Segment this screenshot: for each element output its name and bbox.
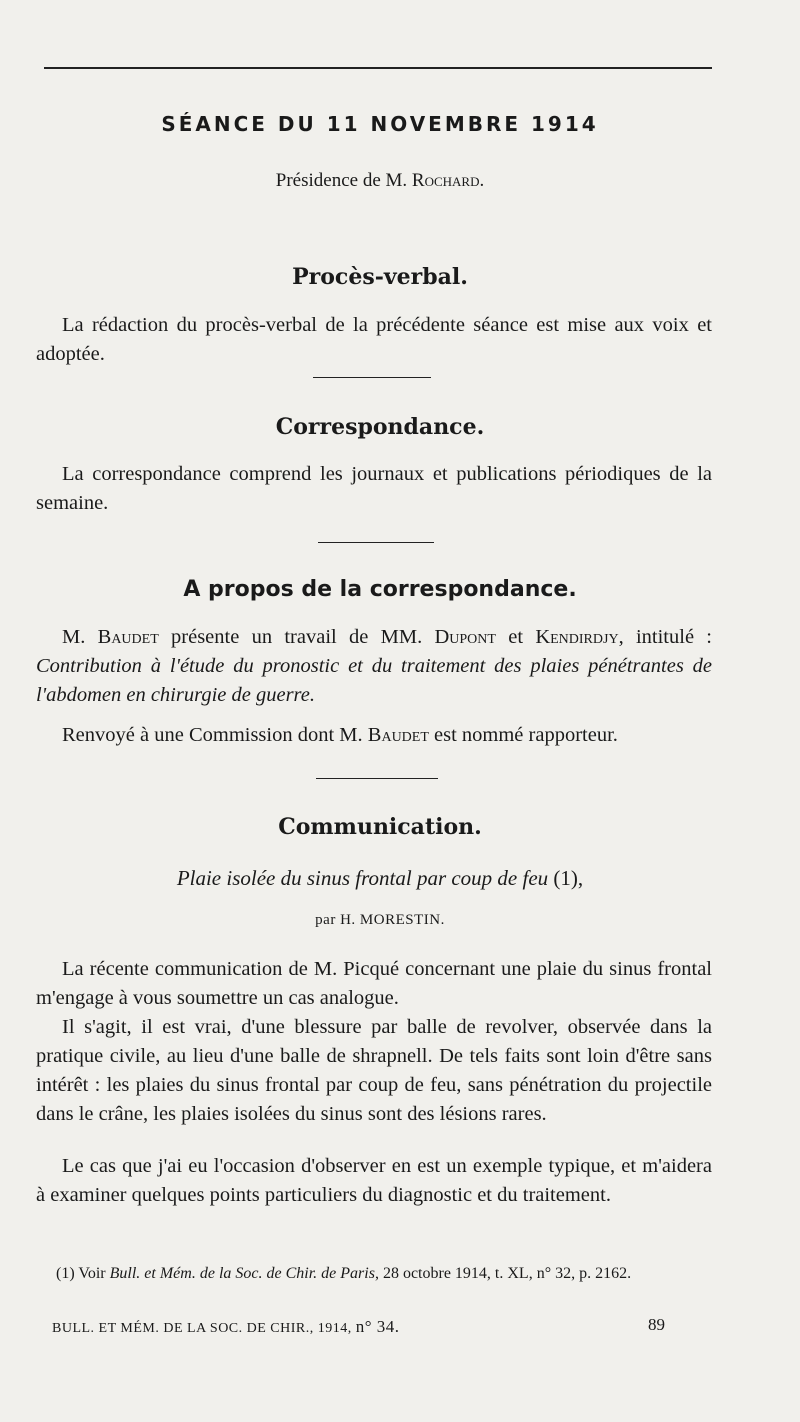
correspondance-text: La correspondance comprend les journaux et publications périodiques de la semaine. bbox=[36, 463, 712, 514]
heading-apropos: A propos de la correspondance. bbox=[183, 577, 577, 602]
apropos-paragraph-2: Renvoyé à une Commission dont M. Baudet est nommé rapporteur. bbox=[62, 724, 618, 746]
heading-correspondance: Correspondance. bbox=[275, 414, 485, 440]
communication-paragraph-3: Le cas que j'ai eu l'occasion d'observer en est un exemple typique, et m'aidera à examiner quelques points particuliers du diagnostic et du traitement. bbox=[36, 1155, 712, 1206]
footnote: (1) Voir Bull. et Mém. de la Soc. de Chir. de Paris, 28 octobre 1914, t. XL, n° 32, p. 2162. bbox=[56, 1265, 632, 1282]
issue-number: n° 34. bbox=[355, 1317, 400, 1336]
author-kendirdjy: Kendirdjy bbox=[535, 626, 619, 648]
author-byline: par H. MORESTIN. bbox=[315, 912, 445, 928]
footnote-journal: Bull. et Mém. de la Soc. de Chir. de Paris bbox=[109, 1265, 375, 1282]
author-dupont: Dupont bbox=[434, 626, 496, 648]
president-name: Rochard. bbox=[411, 170, 485, 191]
work-title: Contribution à l'étude du pronostic et du traitement des plaies pénétrantes de l'abdomen en chirurgie de guerre. bbox=[36, 655, 712, 706]
heading-proces-verbal: Procès-verbal. bbox=[292, 264, 468, 290]
proces-verbal-text: La rédaction du procès-verbal de la précédente séance est mise aux voix et adoptée. bbox=[36, 314, 712, 365]
heading-communication: Communication. bbox=[278, 814, 482, 840]
presidency-line bbox=[0, 170, 760, 192]
page-number: 89 bbox=[648, 1315, 665, 1334]
page-title: SÉANCE DU 11 NOVEMBRE 1914 bbox=[161, 112, 599, 136]
section-separator bbox=[318, 542, 434, 543]
author-baudet: Baudet bbox=[97, 626, 159, 648]
apropos-paragraph-1: M. Baudet présente un travail de MM. Dupont et Kendirdjy, intitulé : Contribution à l'étude du pronostic et du traitement des plaies pénétrantes de l'abdomen en chirurgie de guerre. bbox=[36, 626, 713, 706]
communication-paragraph-2: Il s'agit, il est vrai, d'une blessure par balle de revolver, observée dans la pratique civile, au lieu d'une balle de shrapnell. De tels faits sont loin d'être sans intérêt : les plaies du sinus frontal par coup de feu, sans pénétration du projectile dans le crâne, les plaies isolées du sinus sont des lésions rares. bbox=[36, 1016, 712, 1125]
communication-paragraph-1: La récente communication de M. Picqué concernant une plaie du sinus frontal m'engage à vous soumettre un cas analogue. bbox=[36, 958, 712, 1009]
top-rule bbox=[44, 67, 712, 69]
rapporteur-baudet: Baudet bbox=[367, 724, 429, 746]
section-separator bbox=[313, 377, 431, 378]
presidency-prefix: Présidence de M. bbox=[275, 170, 408, 191]
running-footer: BULL. ET MÉM. DE LA SOC. DE CHIR., 1914, n° 34. bbox=[52, 1317, 400, 1336]
footnote-ref: (1), bbox=[548, 866, 584, 890]
communication-title: Plaie isolée du sinus frontal par coup de feu (1), bbox=[176, 866, 584, 890]
section-separator bbox=[316, 778, 438, 779]
